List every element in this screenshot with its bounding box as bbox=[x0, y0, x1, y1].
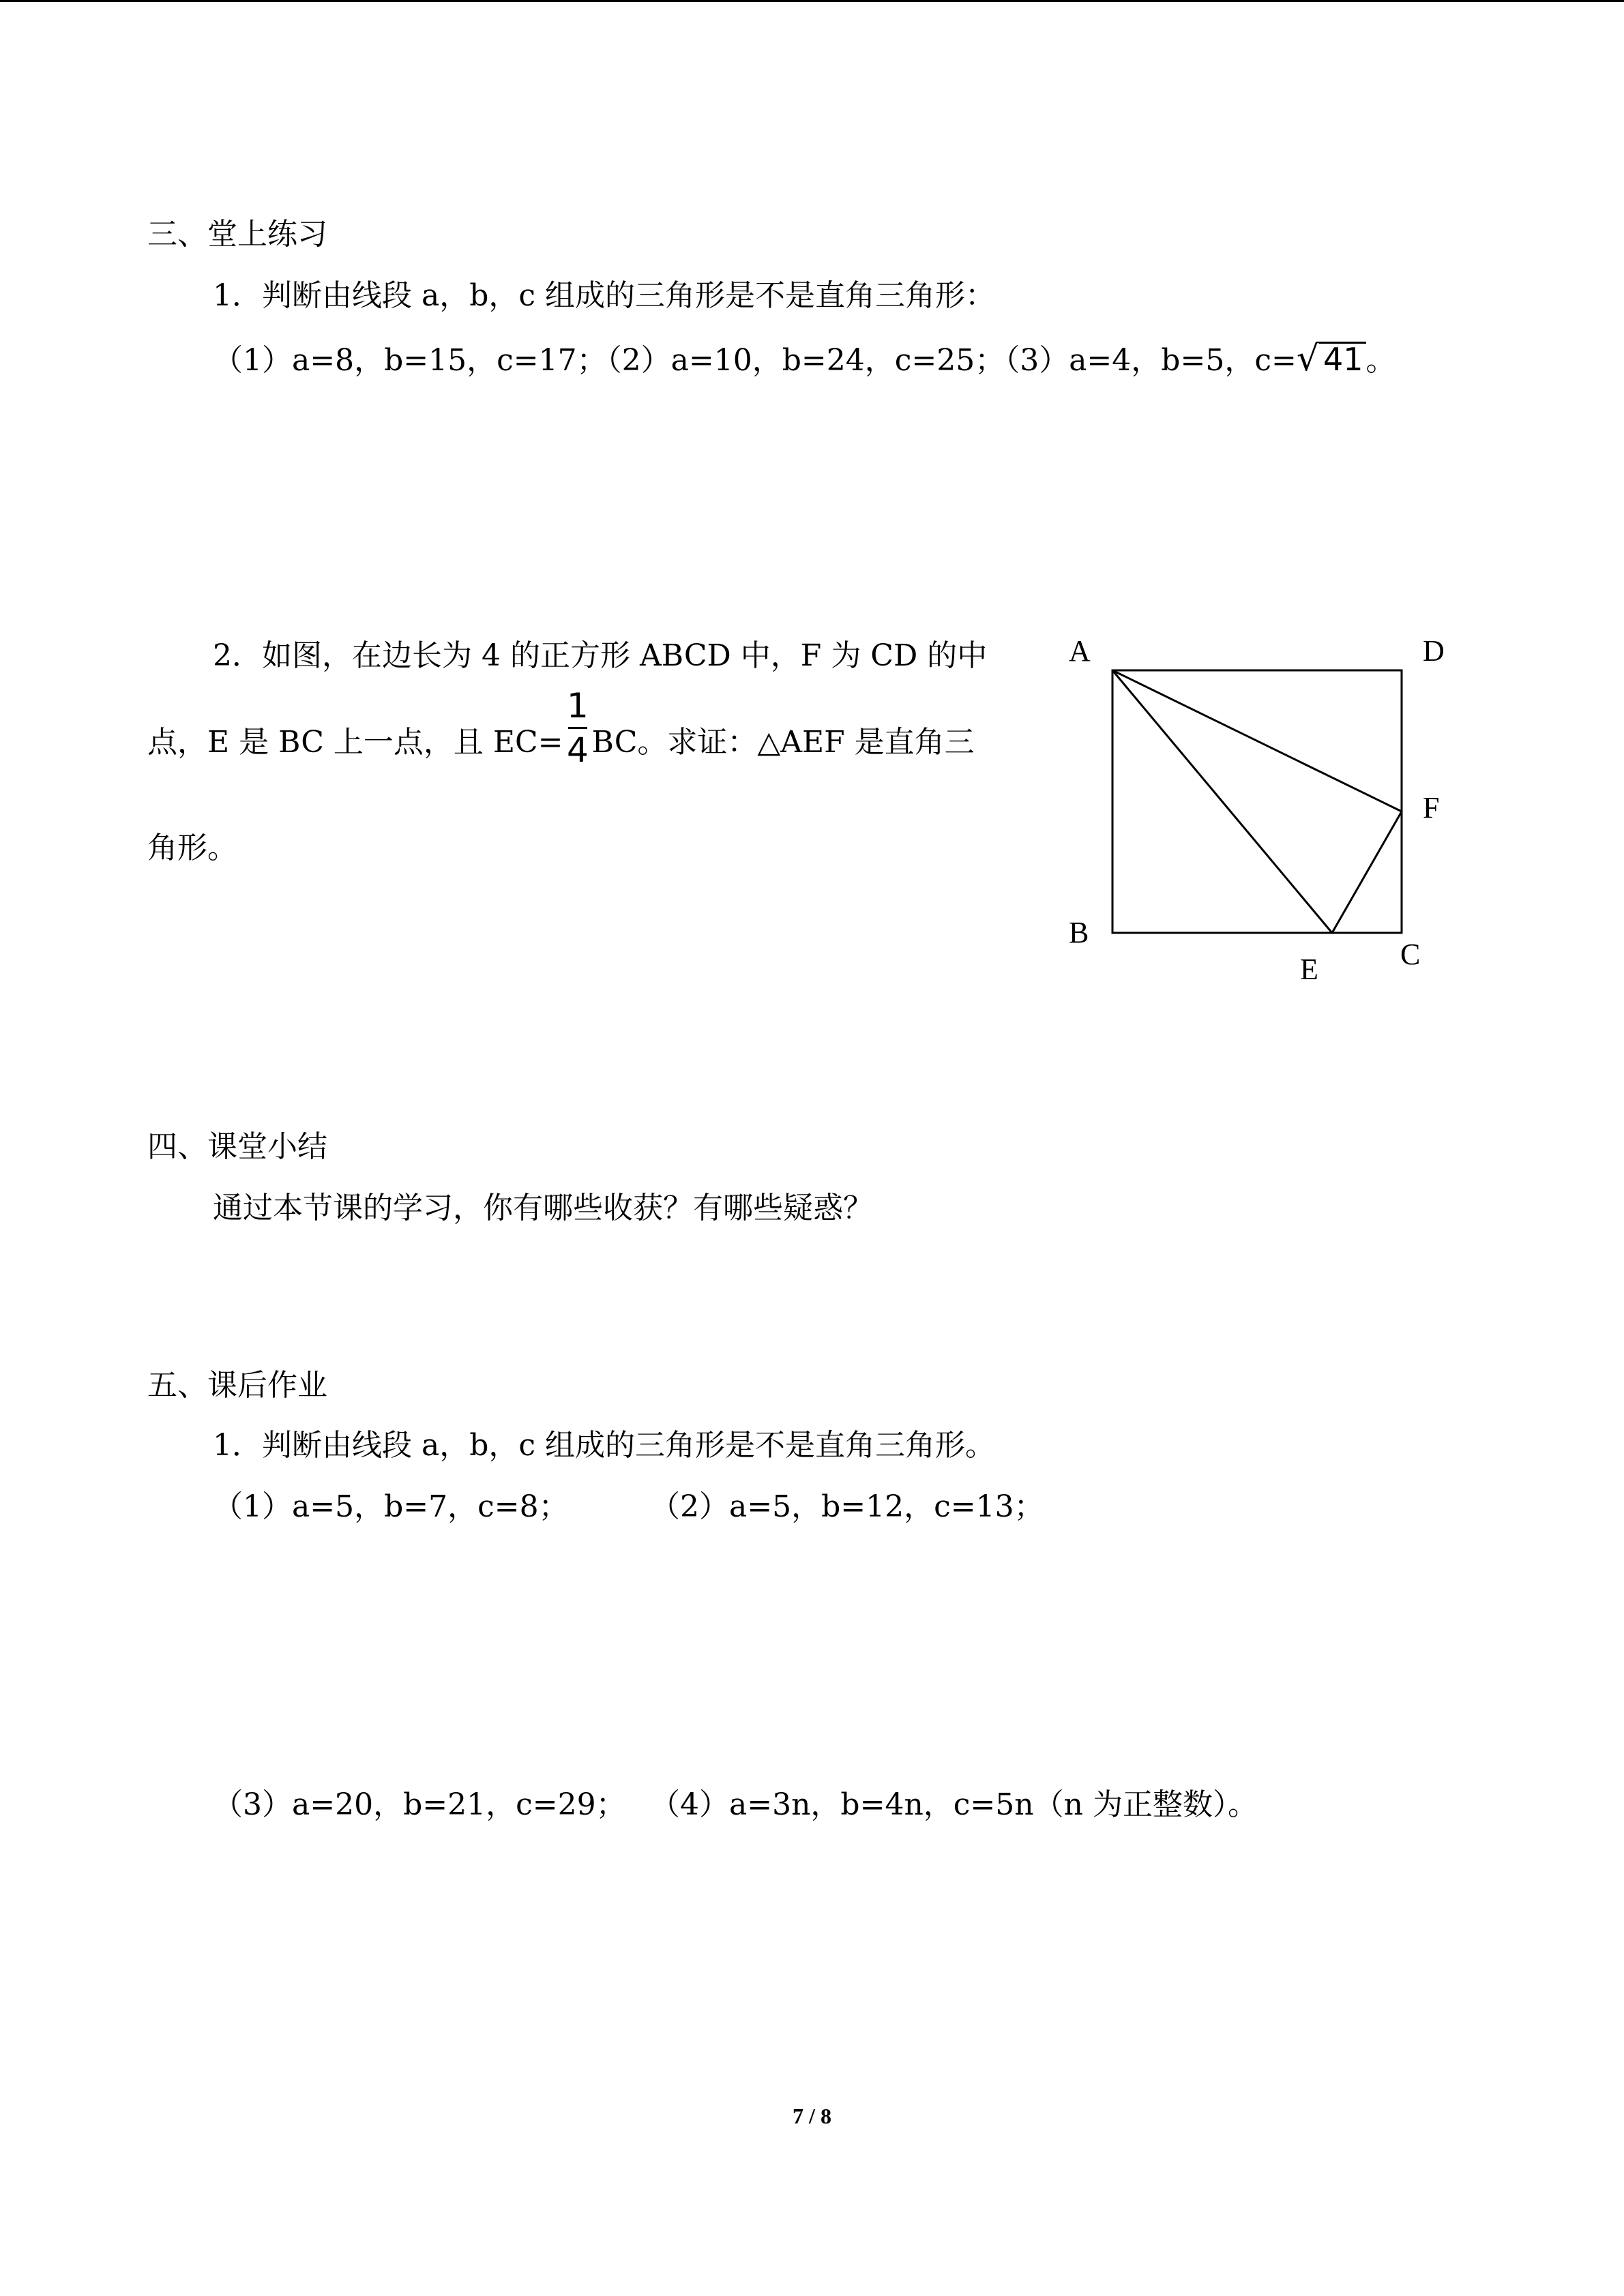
exercise-1-question: 1．判断由线段 a，b，c 组成的三角形是不是直角三角形： bbox=[213, 278, 996, 313]
section-3-heading: 三、堂上练习 bbox=[147, 217, 327, 252]
exercise-2-line-2-prefix: 点，E 是 BC 上一点，且 EC= bbox=[147, 725, 563, 760]
homework-1-part-3: （3）a=20，b=21，c=29； bbox=[213, 1787, 626, 1822]
vertex-label-a: A bbox=[1069, 634, 1091, 668]
exercise-2-line-2-suffix: BC。求证：△AEF 是直角三 bbox=[591, 725, 975, 760]
homework-1-question: 1．判断由线段 a，b，c 组成的三角形是不是直角三角形。 bbox=[213, 1428, 996, 1463]
vertex-label-e: E bbox=[1300, 953, 1318, 986]
summary-question: 通过本节课的学习，你有哪些收获？有哪些疑惑？ bbox=[213, 1191, 873, 1225]
section-5-heading: 五、课后作业 bbox=[147, 1368, 327, 1403]
fraction-denominator: 4 bbox=[567, 730, 589, 770]
radicand: 41 bbox=[1319, 342, 1366, 375]
square-abcd bbox=[1112, 670, 1402, 933]
exercise-1-parts-text: （1）a=8，b=15，c=17；（2）a=10，b=24，c=25；（3）a=4，b=5，c= bbox=[213, 343, 1297, 378]
exercise-2-line-3: 角形。 bbox=[147, 831, 237, 865]
section-4-heading: 四、课堂小结 bbox=[147, 1129, 327, 1164]
homework-1-part-2: （2）a=5，b=12，c=13； bbox=[650, 1489, 1044, 1524]
segment-ae bbox=[1112, 670, 1332, 933]
fraction-numerator: 1 bbox=[567, 686, 589, 726]
page-number: 7 / 8 bbox=[793, 2104, 831, 2128]
homework-1-part-4: （4）a=3n，b=4n，c=5n（n 为正整数）。 bbox=[650, 1787, 1258, 1822]
vertex-label-d: D bbox=[1423, 634, 1445, 668]
vertex-label-c: C bbox=[1400, 938, 1421, 971]
vertex-label-f: F bbox=[1423, 791, 1440, 824]
radical-sign: √ bbox=[1296, 338, 1319, 379]
vertex-label-b: B bbox=[1069, 916, 1089, 949]
homework-1-part-1: （1）a=5，b=7，c=8； bbox=[213, 1489, 569, 1524]
exercise-1-end-mark: 。 bbox=[1365, 343, 1396, 378]
segment-ef bbox=[1332, 811, 1402, 933]
segment-af bbox=[1112, 670, 1402, 811]
exercise-2-line-1: 2．如图，在边长为 4 的正方形 ABCD 中，F 为 CD 的中 bbox=[213, 638, 988, 673]
